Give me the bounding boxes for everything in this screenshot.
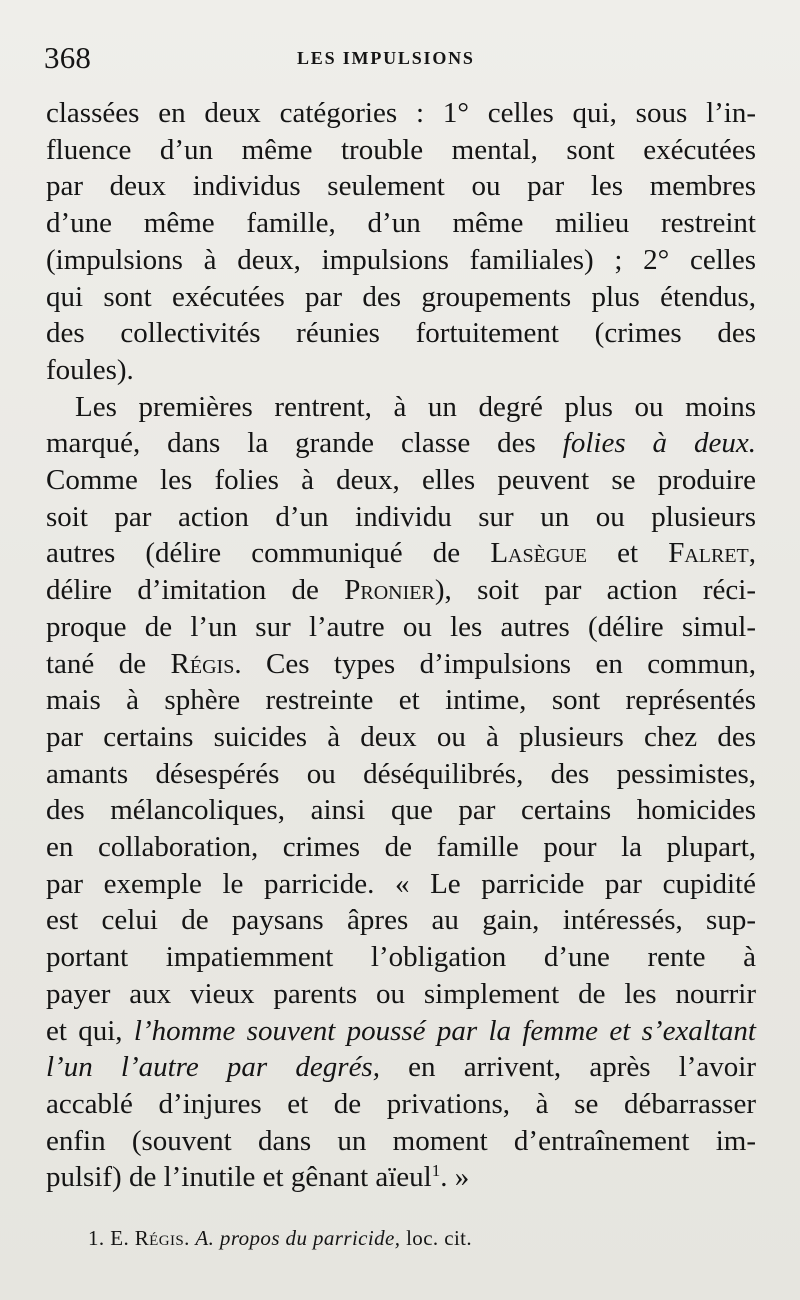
author-name: Régis [170,647,235,680]
text-line [46,572,756,609]
line-segment: . » [440,1161,470,1194]
footnote-marker[interactable]: 1 [431,1161,441,1181]
author-name: Lasègue [490,537,587,570]
text-line: amants désespérés ou déséquilibrés, des pessimistes, [46,757,756,790]
footnote-citation: loc. cit. [406,1226,473,1250]
footnote-author: E. Régis. [110,1226,190,1250]
text-line: soit par action d’un individu sur un ou plusieurs [46,500,756,533]
page-header [0,38,800,78]
line-segment: délire d’imitation de [46,574,345,607]
body-text [46,95,756,1200]
text-line [46,425,756,462]
text-line: Comme les folies à deux, elles peuvent se produire [46,464,756,497]
text-line [46,535,756,572]
text-line: Les premières rentrent, à un degré plus ou moins [75,390,756,423]
author-name: Pronier [344,574,435,607]
line-segment: tané de [46,647,171,680]
italic-phrase: l’un l’autre par degrés, [46,1051,380,1084]
line-segment: . Ces types d’impulsions en commun, [234,647,756,680]
text-line: est celui de paysans âpres au gain, intéressés, sup- [46,904,756,937]
footnote-title: A. propos du parricide, [195,1226,401,1250]
text-line: des collectivités réunies fortuitement (crimes des [46,317,756,350]
text-line [46,1159,756,1200]
text-line: fluence d’un même trouble mental, sont exécutées [46,133,756,166]
text-line: par certains suicides à deux ou à plusieurs chez des [46,720,756,753]
line-segment: autres (délire communiqué de [46,537,491,570]
text-line [46,1049,756,1086]
line-segment: et qui, [46,1014,134,1047]
footnote-number: 1. [88,1226,105,1250]
text-line: qui sont exécutées par des groupements plus étendus, [46,280,756,313]
text-line: en collaboration, crimes de famille pour la plupart, [46,831,756,864]
text-line: proque de l’un sur l’autre ou les autres (délire simul- [46,610,756,643]
text-line: classées en deux catégories : 1° celles qui, sous l’in- [46,97,756,129]
text-line: foules). [46,353,134,386]
line-segment: marqué, dans la grande classe des [46,427,563,460]
italic-phrase: folies à deux. [562,427,756,460]
italic-phrase: l’homme souvent poussé par la femme et s’exaltant [133,1014,756,1047]
text-line: portant impatiemment l’obligation d’une rente à [46,941,756,974]
text-line: (impulsions à deux, impulsions familiales) ; 2° celles [46,243,756,276]
line-segment: et [586,537,669,570]
author-name: Falret [668,537,749,570]
line-segment: pulsif) de l’inutile et gênant aïeul [46,1161,432,1194]
running-title: LES IMPULSIONS [297,48,475,68]
page-number: 368 [44,40,92,75]
text-line: d’une même famille, d’un même milieu restreint [46,207,756,240]
line-segment: ), soit par action réci- [434,574,756,607]
text-line: par exemple le parricide. « Le parricide par cupidité [46,867,756,900]
text-line: par deux individus seulement ou par les membres [46,170,756,203]
text-line [46,1013,756,1050]
footnote [88,1224,472,1252]
text-line [46,646,756,683]
text-line: des mélancoliques, ainsi que par certains homicides [46,794,756,827]
line-segment: , [748,537,756,570]
text-line: payer aux vieux parents ou simplement de les nourrir [46,977,756,1010]
text-line: enfin (souvent dans un moment d’entraînement im- [46,1124,756,1157]
text-line: mais à sphère restreinte et intime, sont représentés [46,684,756,717]
line-segment: en arrivent, après l’avoir [379,1051,757,1084]
text-line: accablé d’injures et de privations, à se débarrasser [46,1087,756,1120]
